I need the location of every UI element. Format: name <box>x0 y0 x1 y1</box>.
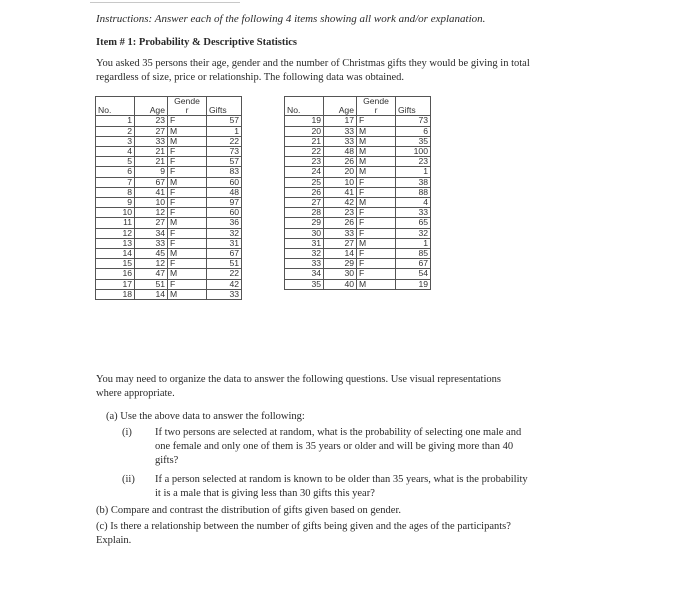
cell-gifts: 1 <box>207 126 242 136</box>
question-a-i <box>122 426 542 470</box>
table-row <box>96 136 242 146</box>
cell-gifts: 65 <box>396 218 431 228</box>
cell-gifts: 33 <box>207 289 242 299</box>
cell-gender: M <box>168 136 207 146</box>
cell-gender: F <box>357 259 396 269</box>
cell-no: 7 <box>96 177 135 187</box>
table-row <box>96 208 242 218</box>
cell-gender: F <box>357 187 396 197</box>
cell-gifts: 31 <box>207 238 242 248</box>
cell-no: 27 <box>285 198 324 208</box>
cell-gender: F <box>168 259 207 269</box>
cell-no: 24 <box>285 167 324 177</box>
cell-no: 31 <box>285 238 324 248</box>
cell-gender: M <box>168 249 207 259</box>
cell-age: 23 <box>324 208 357 218</box>
cell-gender: M <box>168 269 207 279</box>
table-row <box>285 269 431 279</box>
table-row <box>285 177 431 187</box>
table-row <box>96 116 242 126</box>
cell-no: 15 <box>96 259 135 269</box>
cell-no: 1 <box>96 116 135 126</box>
cell-gender: M <box>357 238 396 248</box>
cell-age: 33 <box>135 136 168 146</box>
cell-gender: F <box>357 249 396 259</box>
cell-gifts: 1 <box>396 167 431 177</box>
table-row <box>285 259 431 269</box>
cell-gender: M <box>357 279 396 289</box>
cell-gifts: 54 <box>396 269 431 279</box>
table-row <box>285 147 431 157</box>
questions-preamble: You may need to organize the data to answer the following questions. Use visual representations where appropriate. <box>96 374 501 399</box>
cell-age: 33 <box>324 136 357 146</box>
cell-no: 12 <box>96 228 135 238</box>
cell-no: 6 <box>96 167 135 177</box>
cell-age: 26 <box>324 218 357 228</box>
cell-gender: M <box>168 218 207 228</box>
data-table-left <box>95 96 242 300</box>
cell-age: 45 <box>135 249 168 259</box>
table-row <box>285 116 431 126</box>
table-row <box>285 218 431 228</box>
cell-no: 16 <box>96 269 135 279</box>
cell-gifts: 48 <box>207 187 242 197</box>
cell-no: 8 <box>96 187 135 197</box>
cell-gifts: 33 <box>396 208 431 218</box>
cell-gender: M <box>357 157 396 167</box>
question-a-ii-text: If a person selected at random is known to be older than 35 years, what is the probability it is a male that is giving less than 30 gifts this year? <box>155 474 528 499</box>
cell-gifts: 83 <box>207 167 242 177</box>
cell-age: 10 <box>135 198 168 208</box>
cell-gender: M <box>168 177 207 187</box>
cell-no: 32 <box>285 249 324 259</box>
table-row <box>285 249 431 259</box>
cell-no: 29 <box>285 218 324 228</box>
cell-gender: F <box>357 218 396 228</box>
table-row <box>96 279 242 289</box>
cell-gender: F <box>168 198 207 208</box>
cell-no: 20 <box>285 126 324 136</box>
cell-gifts: 73 <box>396 116 431 126</box>
cell-gender: F <box>168 187 207 197</box>
cell-gifts: 57 <box>207 157 242 167</box>
cell-gifts: 38 <box>396 177 431 187</box>
cell-age: 10 <box>324 177 357 187</box>
instructions-text: Answer each of the following 4 items showing all work and/or explanation. <box>152 13 486 25</box>
table-row <box>96 259 242 269</box>
cell-gender: F <box>168 228 207 238</box>
question-a-i-text: If two persons are selected at random, what is the probability of selecting one male and one female and only one of them is 35 years or older and will be giving more than 40 gifts? <box>155 427 522 466</box>
cell-gender: F <box>168 147 207 157</box>
cell-age: 12 <box>135 259 168 269</box>
cell-age: 21 <box>135 147 168 157</box>
cell-age: 14 <box>135 289 168 299</box>
cell-no: 5 <box>96 157 135 167</box>
cell-age: 30 <box>324 269 357 279</box>
cell-no: 17 <box>96 279 135 289</box>
instructions-label: Instructions: <box>96 13 153 25</box>
cell-gifts: 4 <box>396 198 431 208</box>
table-row <box>96 238 242 248</box>
cell-gifts: 57 <box>207 116 242 126</box>
table-header-row <box>285 97 431 116</box>
cell-gender: M <box>357 147 396 157</box>
cell-no: 2 <box>96 126 135 136</box>
cell-gifts: 60 <box>207 177 242 187</box>
cell-no: 28 <box>285 208 324 218</box>
cell-age: 27 <box>324 238 357 248</box>
cell-gender: M <box>168 289 207 299</box>
cell-age: 47 <box>135 269 168 279</box>
cell-gender: F <box>357 116 396 126</box>
cell-no: 21 <box>285 136 324 146</box>
cell-age: 33 <box>324 126 357 136</box>
table-row <box>96 228 242 238</box>
data-table-right <box>284 96 431 290</box>
cell-gender: F <box>357 269 396 279</box>
cell-gifts: 100 <box>396 147 431 157</box>
cell-no: 3 <box>96 136 135 146</box>
cell-gifts: 32 <box>207 228 242 238</box>
table-row <box>285 157 431 167</box>
table-row <box>285 167 431 177</box>
table-row <box>96 177 242 187</box>
table-row <box>285 208 431 218</box>
table-header-row <box>96 97 242 116</box>
cell-age: 20 <box>324 167 357 177</box>
cell-gender: M <box>357 136 396 146</box>
cell-no: 10 <box>96 208 135 218</box>
cell-age: 21 <box>135 157 168 167</box>
question-a-i-number: (i) <box>122 427 132 438</box>
cell-no: 9 <box>96 198 135 208</box>
question-b: (b) Compare and contrast the distribution of gifts given based on gender. <box>96 505 402 516</box>
header-gifts: Gifts <box>396 97 431 116</box>
cell-no: 18 <box>96 289 135 299</box>
cell-no: 23 <box>285 157 324 167</box>
table-row <box>285 238 431 248</box>
question-a-ii <box>122 473 542 503</box>
table-row <box>285 198 431 208</box>
cell-gifts: 85 <box>396 249 431 259</box>
cell-gifts: 23 <box>396 157 431 167</box>
table-row <box>96 198 242 208</box>
table-row <box>285 136 431 146</box>
cell-age: 17 <box>324 116 357 126</box>
cell-gender: M <box>168 126 207 136</box>
cell-no: 4 <box>96 147 135 157</box>
cell-age: 41 <box>324 187 357 197</box>
cell-age: 42 <box>324 198 357 208</box>
cell-no: 19 <box>285 116 324 126</box>
cell-age: 26 <box>324 157 357 167</box>
cell-no: 34 <box>285 269 324 279</box>
header-no: No. <box>285 97 324 116</box>
cell-gifts: 51 <box>207 259 242 269</box>
cell-age: 27 <box>135 218 168 228</box>
table-row <box>285 187 431 197</box>
instructions <box>96 13 485 25</box>
cell-gender: F <box>168 208 207 218</box>
header-age: Age <box>135 97 168 116</box>
table-row <box>285 126 431 136</box>
question-c: (c) Is there a relationship between the number of gifts being given and the ages of the participants? Explain. <box>96 521 511 546</box>
cell-gender: F <box>168 167 207 177</box>
cell-no: 14 <box>96 249 135 259</box>
question-a-ii-number: (ii) <box>122 474 135 485</box>
table-row <box>285 279 431 289</box>
cell-age: 14 <box>324 249 357 259</box>
cell-gender: F <box>357 228 396 238</box>
cell-gifts: 32 <box>396 228 431 238</box>
table-row <box>96 218 242 228</box>
cell-age: 12 <box>135 208 168 218</box>
cell-no: 35 <box>285 279 324 289</box>
cell-no: 30 <box>285 228 324 238</box>
cell-gender: F <box>168 279 207 289</box>
cell-gifts: 36 <box>207 218 242 228</box>
cell-age: 23 <box>135 116 168 126</box>
cell-no: 22 <box>285 147 324 157</box>
cell-gifts: 67 <box>396 259 431 269</box>
cell-age: 9 <box>135 167 168 177</box>
cell-gifts: 6 <box>396 126 431 136</box>
cell-gifts: 35 <box>396 136 431 146</box>
cell-gifts: 73 <box>207 147 242 157</box>
cell-age: 48 <box>324 147 357 157</box>
table-row <box>96 269 242 279</box>
cell-gifts: 22 <box>207 269 242 279</box>
item-title: Item # 1: Probability & Descriptive Statistics <box>96 37 298 48</box>
table-row <box>96 147 242 157</box>
table-row <box>96 249 242 259</box>
cell-age: 33 <box>324 228 357 238</box>
cell-age: 41 <box>135 187 168 197</box>
header-gender: Gende r <box>168 97 207 116</box>
cell-gifts: 1 <box>396 238 431 248</box>
header-age: Age <box>324 97 357 116</box>
cell-age: 51 <box>135 279 168 289</box>
cell-age: 34 <box>135 228 168 238</box>
question-a: (a) Use the above data to answer the following: <box>106 411 305 422</box>
cell-gender: F <box>357 208 396 218</box>
header-gender: Gende r <box>357 97 396 116</box>
cell-age: 40 <box>324 279 357 289</box>
cell-no: 11 <box>96 218 135 228</box>
cell-gender: F <box>357 177 396 187</box>
cell-gender: F <box>168 116 207 126</box>
cell-no: 13 <box>96 238 135 248</box>
cell-gifts: 67 <box>207 249 242 259</box>
table-row <box>96 187 242 197</box>
cell-gender: M <box>357 198 396 208</box>
cell-gifts: 22 <box>207 136 242 146</box>
header-no: No. <box>96 97 135 116</box>
cell-no: 33 <box>285 259 324 269</box>
cell-gifts: 60 <box>207 208 242 218</box>
cell-age: 27 <box>135 126 168 136</box>
cropped-top-text <box>90 0 240 3</box>
cell-gifts: 97 <box>207 198 242 208</box>
cell-age: 29 <box>324 259 357 269</box>
cell-age: 67 <box>135 177 168 187</box>
cell-gifts: 19 <box>396 279 431 289</box>
table-row <box>96 289 242 299</box>
cell-no: 26 <box>285 187 324 197</box>
table-row <box>96 157 242 167</box>
table-row <box>96 167 242 177</box>
table-row <box>285 228 431 238</box>
intro-paragraph: You asked 35 persons their age, gender and the number of Christmas gifts they would be giving in total regardless of size, price or relationship. The following data was obtained. <box>96 58 530 83</box>
cell-gender: M <box>357 167 396 177</box>
cell-gifts: 88 <box>396 187 431 197</box>
cell-age: 33 <box>135 238 168 248</box>
cell-gender: F <box>168 238 207 248</box>
cell-no: 25 <box>285 177 324 187</box>
cell-gender: F <box>168 157 207 167</box>
cell-gender: M <box>357 126 396 136</box>
table-row <box>96 126 242 136</box>
cell-gifts: 42 <box>207 279 242 289</box>
header-gifts: Gifts <box>207 97 242 116</box>
